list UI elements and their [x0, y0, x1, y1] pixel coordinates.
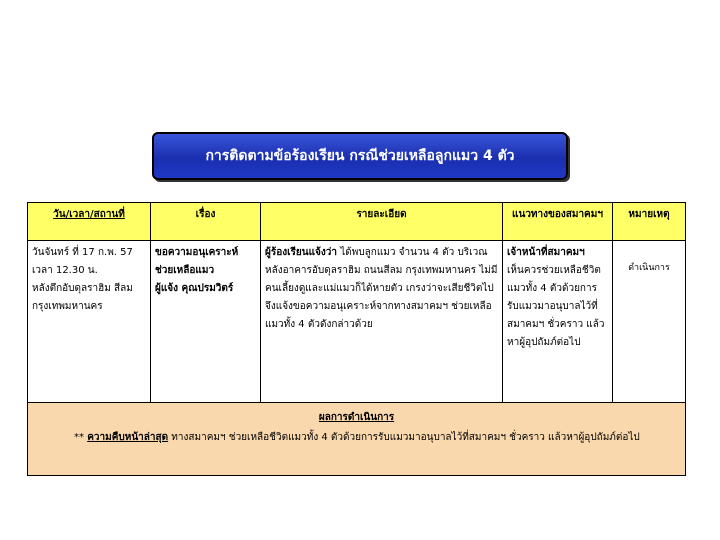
cell-subject: ขอความอนุเคราะห์ช่วยเหลือแมว ผู้แจ้ง คุณปรมวิตร์ — [151, 241, 261, 413]
detail-label: ผู้ร้องเรียนแจ้งว่า — [265, 247, 338, 258]
header-detail: รายละเอียด — [261, 203, 503, 241]
slide-title — [152, 132, 568, 180]
header-remark: หมายเหตุ — [613, 203, 686, 241]
cell-detail — [261, 241, 503, 413]
result-box — [27, 402, 686, 476]
slide-title-text: การติดตามข้อร้องเรียน กรณีช่วยเหลือลูกแมว 4 ตัว — [205, 148, 515, 164]
result-prefix: ** — [74, 432, 88, 443]
header-datetime-place: วัน/เวลา/สถานที่ — [28, 203, 151, 241]
approach-text: เห็นควรช่วยเหลือชีวิตแมวทั้ง 4 ตัวด้วยการรับแมวมาอนุบาลไว้ที่สมาคมฯ ชั่วคราว แล้วหาผู้อุปถัมภ์ต่อไป — [507, 265, 605, 348]
header-approach: แนวทางของสมาคมฯ — [503, 203, 613, 241]
result-body — [36, 429, 677, 446]
result-title: ผลการดำเนินการ — [318, 412, 395, 423]
cell-remark: ดำเนินการ — [613, 241, 686, 413]
header-subject: เรื่อง — [151, 203, 261, 241]
detail-text: ได้พบลูกแมว จำนวน 4 ตัว บริเวณหลังอาคารอับดุลราฮิม ถนนสีลม กรุงเทพมหานคร ไม่มีคนเลี้ยงดูและแม่แมวก็ได้หายตัว เกรงว่าจะเสียชีวิตไปจึงแจ้งขอความอนุเคราะห์จากทางสมาคมฯ ช่วยเหลือแมวทั้ง 4 ตัวดังกล่าวด้วย — [265, 247, 498, 330]
table-header-row — [28, 203, 686, 241]
result-text: ทางสมาคมฯ ช่วยเหลือชีวิตแมวทั้ง 4 ตัวด้วยการรับแมวมาอนุบาลไว้ที่สมาคมฯ ชั่วคราว แล้วหาผู้อุปถัมภ์ต่อไป — [168, 432, 640, 443]
approach-label: เจ้าหน้าที่สมาคมฯ — [507, 247, 585, 258]
result-highlight: ความคืบหน้าล่าสุด — [87, 432, 169, 443]
table-row — [28, 241, 686, 413]
cell-approach — [503, 241, 613, 413]
complaint-table — [27, 202, 686, 413]
cell-datetime-place: วันจันทร์ ที่ 17 ก.พ. 57 เวลา 12.30 น. หลังตึกอับดุลราฮิม สีลม กรุงเทพมหานคร — [28, 241, 151, 413]
